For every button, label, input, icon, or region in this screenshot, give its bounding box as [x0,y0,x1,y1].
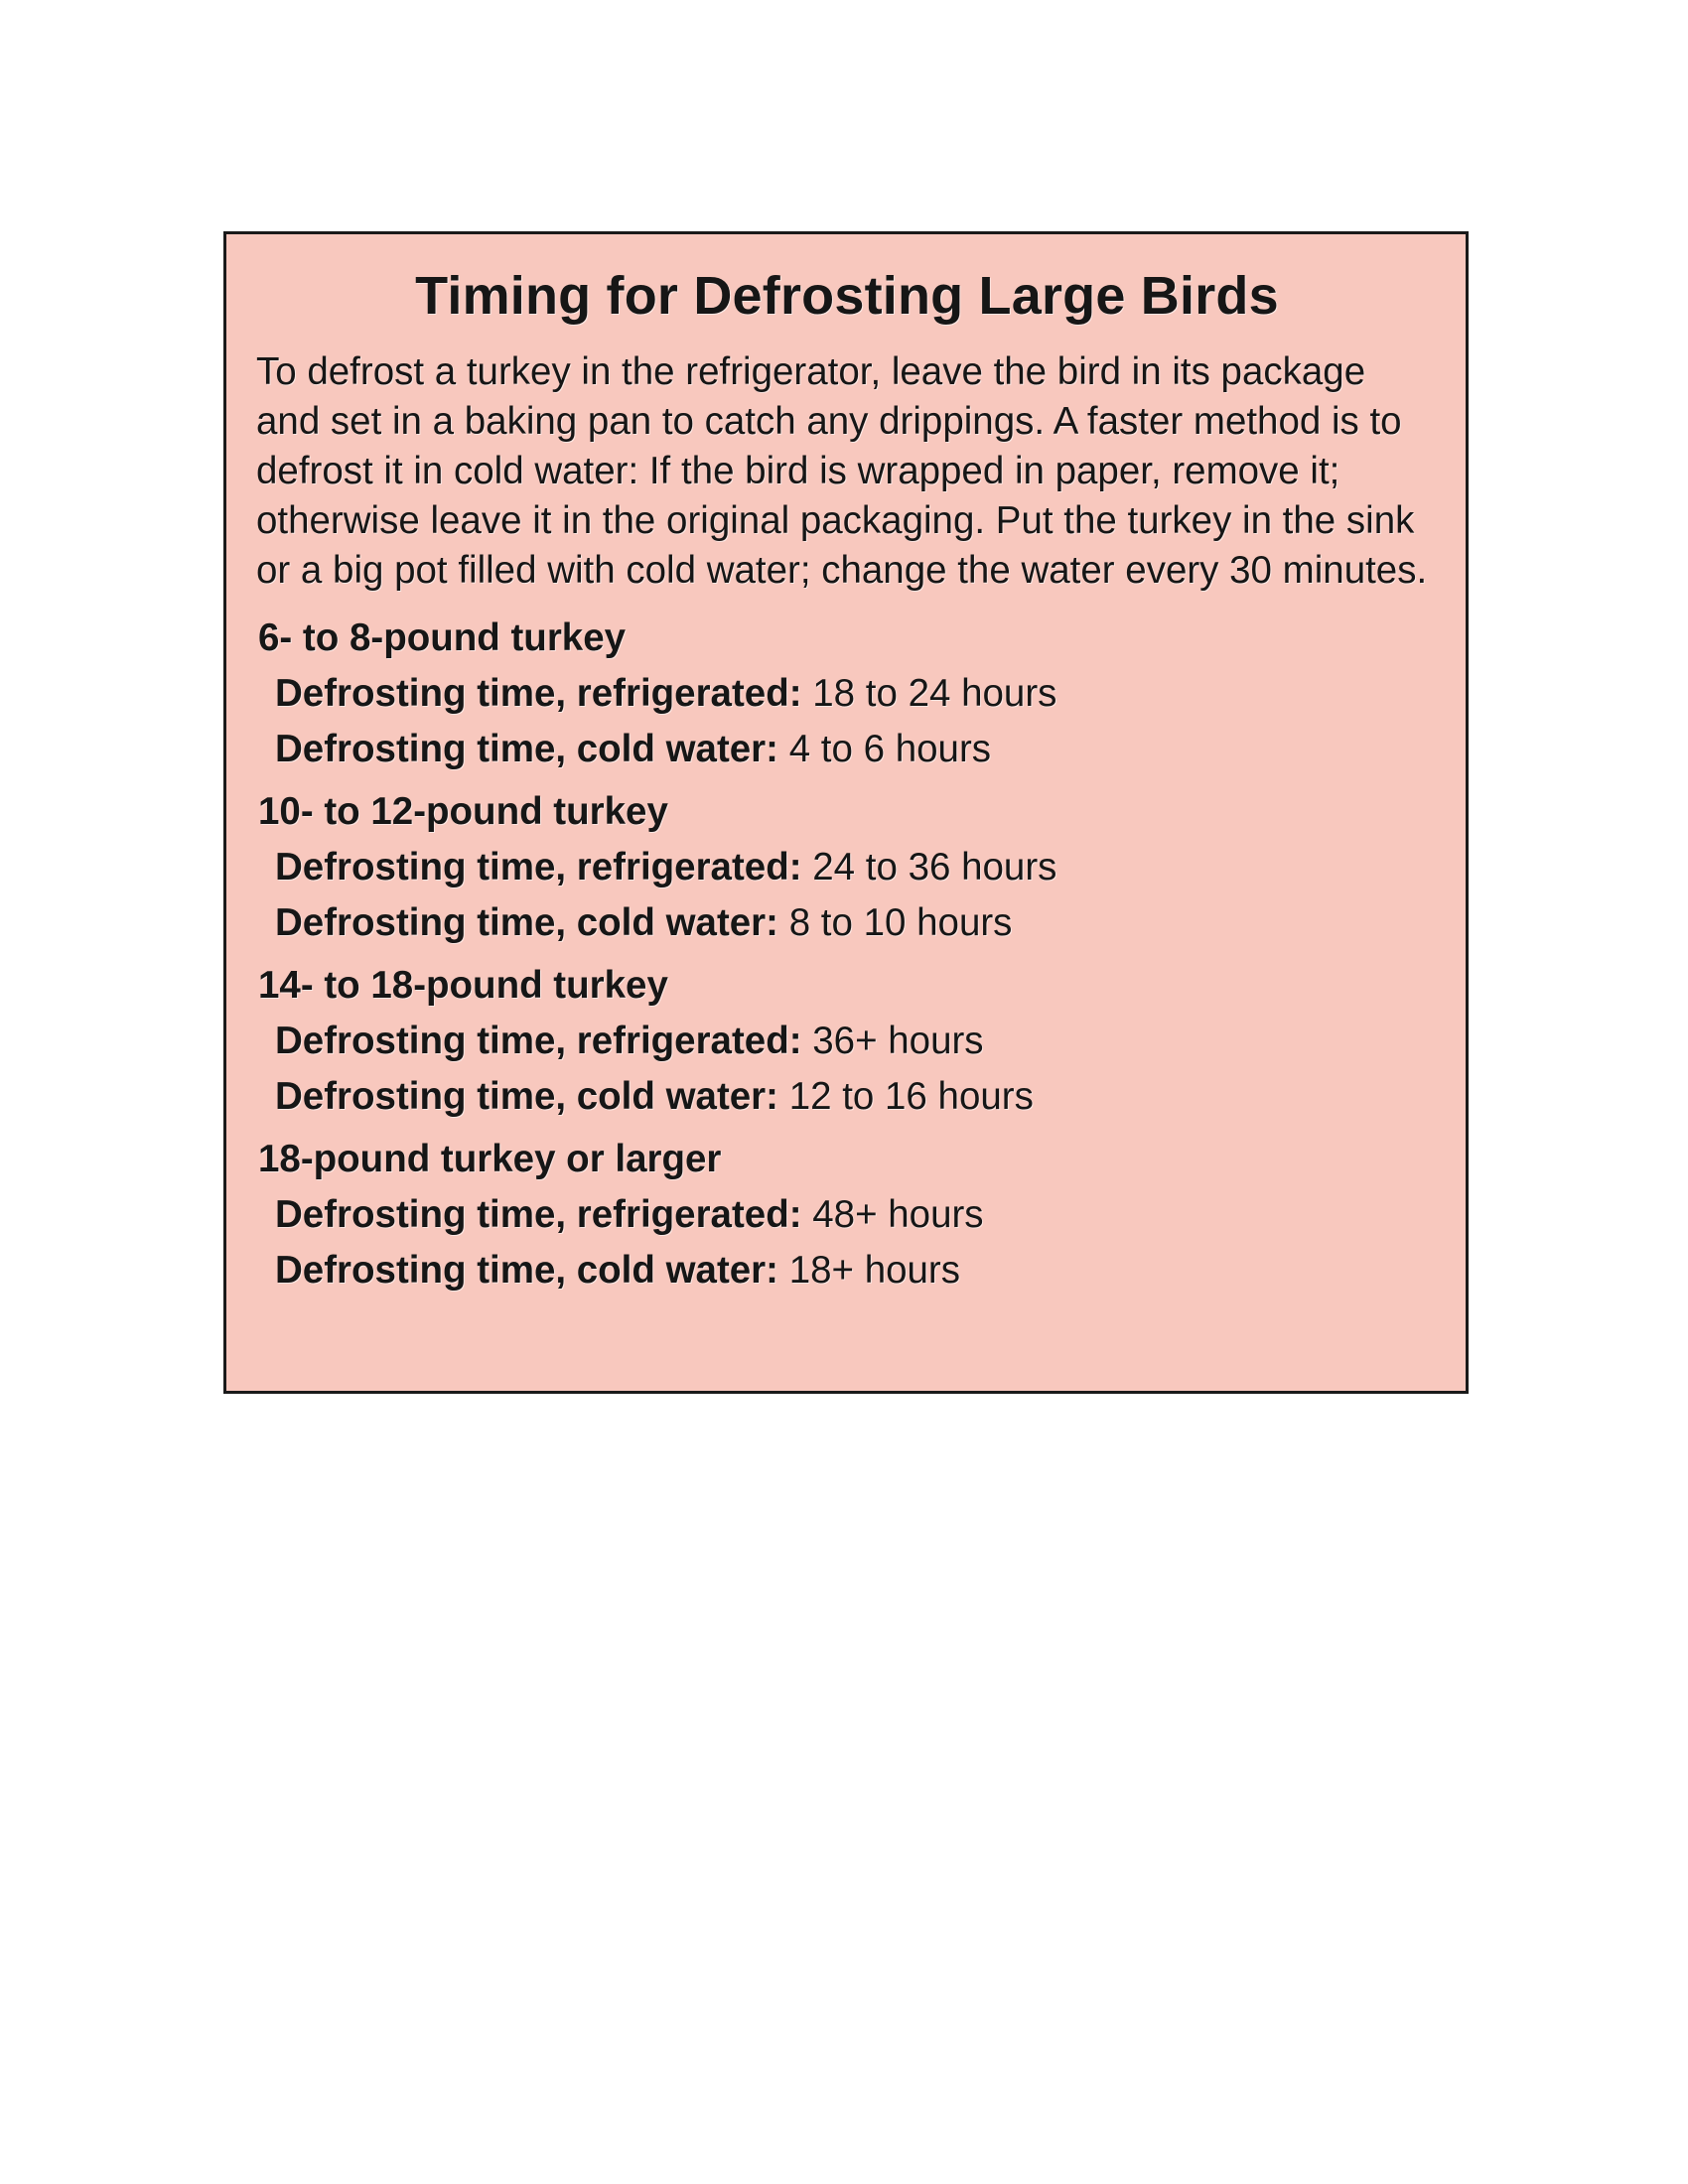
cold-water-row [256,1072,1438,1128]
refrigerated-value: 18 to 24 hours [801,672,1057,715]
defrosting-info-box [223,231,1469,1394]
section-10-12-pound [256,780,1438,954]
cold-water-label: Defrosting time, cold water: [275,728,778,770]
refrigerated-value: 48+ hours [801,1193,984,1236]
cold-water-row [256,1246,1438,1301]
refrigerated-label: Defrosting time, refrigerated: [275,672,802,715]
section-18-plus-pound [256,1128,1438,1301]
refrigerated-label: Defrosting time, refrigerated: [275,1020,802,1062]
section-heading: 6- to 8-pound turkey [258,616,627,659]
section-6-8-pound [256,607,1438,780]
refrigerated-value: 36+ hours [801,1020,984,1062]
cold-water-label: Defrosting time, cold water: [275,1075,778,1118]
cold-water-row [256,898,1438,954]
box-title: Timing for Defrosting Large Birds [415,266,1279,326]
section-heading: 14- to 18-pound turkey [258,964,668,1007]
cold-water-value: 12 to 16 hours [778,1075,1034,1118]
refrigerated-value: 24 to 36 hours [801,846,1057,888]
cold-water-value: 8 to 10 hours [778,901,1013,944]
cold-water-value: 18+ hours [778,1249,961,1292]
cold-water-value: 4 to 6 hours [778,728,992,770]
refrigerated-label: Defrosting time, refrigerated: [275,846,802,888]
section-14-18-pound [256,954,1438,1128]
section-heading: 18-pound turkey or larger [258,1138,722,1180]
refrigerated-label: Defrosting time, refrigerated: [275,1193,802,1236]
cold-water-label: Defrosting time, cold water: [275,901,778,944]
cold-water-row [256,725,1438,780]
refrigerated-row [256,1190,1438,1246]
refrigerated-row [256,669,1438,725]
cold-water-label: Defrosting time, cold water: [275,1249,778,1292]
refrigerated-row [256,1017,1438,1072]
intro-paragraph: To defrost a turkey in the refrigerator, leave the bird in its package and set in a baking pan to catch any drippings. A faster method is to defrost it in cold water: If the bird is wrapped in paper, remove it; otherwise leave it in the original packaging. Put the turkey in the sink or a big pot filled with cold water; change the water every 30 minutes. [256,350,1428,592]
section-heading: 10- to 12-pound turkey [258,790,668,833]
refrigerated-row [256,843,1438,898]
